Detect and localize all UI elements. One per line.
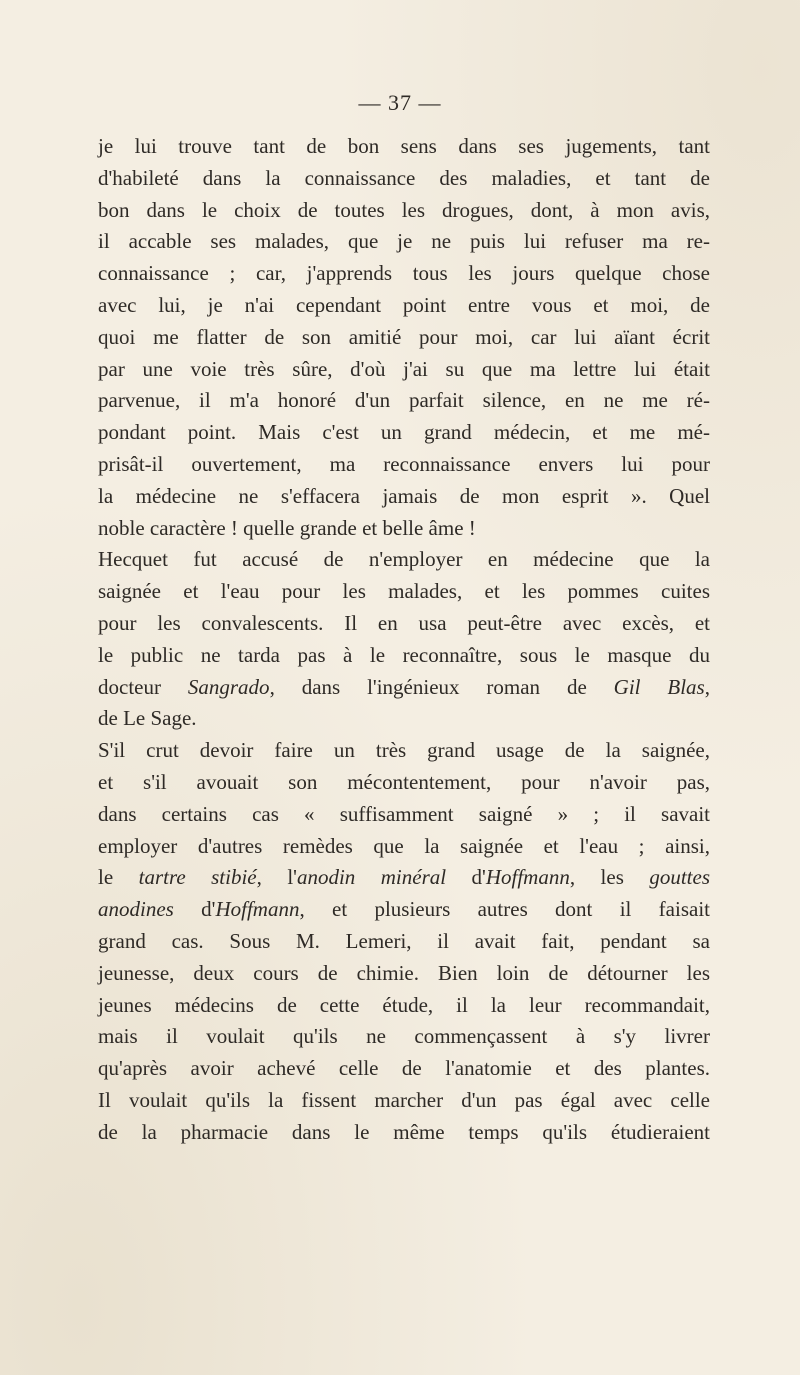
italic-text: gouttes [649,865,711,890]
text-segment: , les [569,865,650,890]
text-line [98,640,710,672]
text-line [98,513,710,545]
text-line [98,226,710,258]
text-segment: connaissance ; car, j'apprends tous les jours quelque chose [98,261,710,286]
text-line [98,926,710,958]
text-segment: le [98,865,139,890]
text-line [98,131,710,163]
text-line [98,322,710,354]
text-segment: S'il crut devoir faire un très grand usage de la saignée, [98,738,710,763]
text-line [98,385,710,417]
text-line [98,894,710,926]
text-line [98,1085,710,1117]
text-segment: le public ne tarda pas à le reconnaître, sous le masque du [98,642,710,667]
text-line [98,799,710,831]
text-line [98,481,710,513]
text-segment: pour les convalescents. Il en usa peut-être avec excès, et [98,610,710,635]
text-segment: jeunes médecins de cette étude, il la leur recommandait, [98,992,710,1017]
text-segment: docteur [98,674,188,699]
body-text [98,131,710,1149]
text-line [98,417,710,449]
text-line [98,163,710,195]
text-line [98,290,710,322]
text-segment: parvenue, il m'a honoré d'un parfait silence, en ne me ré- [98,388,710,413]
text-segment: mais il voulait qu'ils ne commençassent à s'y livrer [98,1024,710,1049]
text-segment: de Le Sage. [98,706,197,731]
italic-text: anodines [98,897,174,922]
text-segment: employer d'autres remèdes que la saignée et l'eau ; ainsi, [98,833,710,858]
text-segment: d'habileté dans la connaissance des maladies, et tant de [98,165,710,190]
text-segment: , [704,674,710,699]
text-segment: qu'après avoir achevé celle de l'anatomie et des plantes. [98,1056,710,1081]
text-segment: il accable ses malades, que je ne puis lui refuser ma re- [98,229,710,254]
text-segment: pondant point. Mais c'est un grand médecin, et me mé- [98,420,710,445]
italic-text: tartre stibié [138,865,257,890]
text-segment: , dans l'ingénieux roman de [269,674,614,699]
text-segment: d' [173,897,216,922]
text-line [98,449,710,481]
page-number: — 37 — [358,90,442,115]
text-line [98,195,710,227]
text-segment: prisât-il ouvertement, ma reconnaissance envers lui pour [98,451,710,476]
text-line [98,1117,710,1149]
text-segment: la médecine ne s'effacera jamais de mon esprit ». Quel [98,483,710,508]
text-line [98,608,710,640]
text-segment: Hecquet fut accusé de n'employer en médecine que la [98,547,710,572]
text-segment: de la pharmacie dans le même temps qu'ils étudieraient [98,1119,710,1144]
text-line [98,576,710,608]
text-line [98,767,710,799]
text-line [98,672,710,704]
text-line [98,703,710,735]
text-line [98,831,710,863]
text-segment: , et plusieurs autres dont il faisait [299,897,710,922]
text-segment: d' [446,865,486,890]
text-segment: saignée et l'eau pour les malades, et les pommes cuites [98,579,710,604]
text-line [98,735,710,767]
text-line [98,1021,710,1053]
italic-text: anodin minéral [296,865,447,890]
italic-text: Hoffmann [485,865,570,890]
text-segment: grand cas. Sous M. Lemeri, il avait fait, pendant sa [98,928,710,953]
text-line [98,990,710,1022]
text-line [98,354,710,386]
italic-text: Sangrado [187,674,270,699]
text-segment: Il voulait qu'ils la fissent marcher d'un pas égal avec celle [98,1087,710,1112]
text-segment: je lui trouve tant de bon sens dans ses jugements, tant [98,134,710,158]
text-segment: jeunesse, deux cours de chimie. Bien loin de détourner les [98,960,710,985]
italic-text: Hoffmann [215,897,300,922]
text-line [98,862,710,894]
text-segment: , l' [256,865,297,890]
text-line [98,544,710,576]
text-line [98,958,710,990]
text-line [98,258,710,290]
text-segment: bon dans le choix de toutes les drogues, dont, à mon avis, [98,197,710,222]
text-segment: noble caractère ! quelle grande et belle âme ! [98,515,476,540]
text-segment: et s'il avouait son mécontentement, pour n'avoir pas, [98,769,710,794]
text-segment: dans certains cas « suffisamment saigné » ; il savait [98,801,710,826]
italic-text: Gil Blas [613,674,705,699]
text-line [98,1053,710,1085]
text-segment: par une voie très sûre, d'où j'ai su que ma lettre lui était [98,356,710,381]
text-segment: avec lui, je n'ai cependant point entre vous et moi, de [98,292,710,317]
text-segment: quoi me flatter de son amitié pour moi, car lui aïant écrit [98,324,710,349]
